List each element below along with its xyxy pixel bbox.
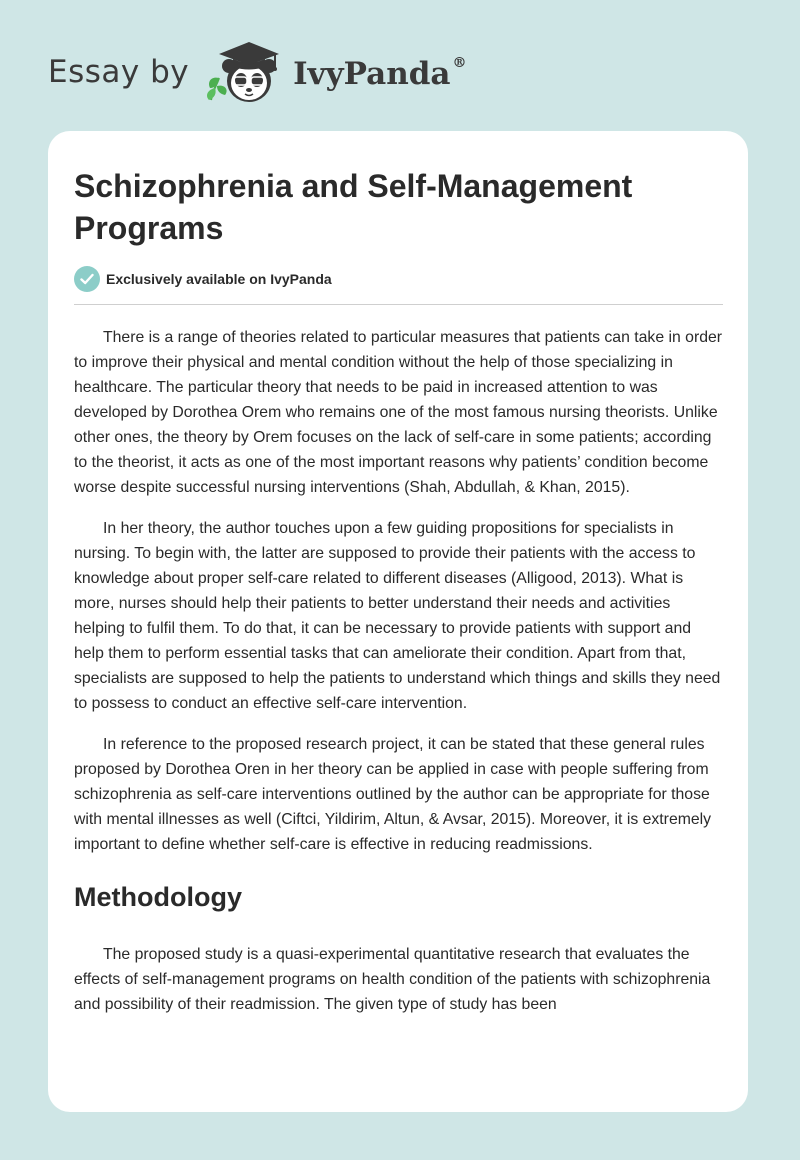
paragraph: The proposed study is a quasi-experimental quantitative research that evaluates the effects of self-management programs on health condition of the patients with schizophrenia and possibility of their readmission. The given type of study has been [74, 946, 711, 1013]
paragraph: In her theory, the author touches upon a few guiding propositions for specialists in nursing. To begin with, the latter are supposed to provide their patients with the access to knowledge about proper self-care related to different diseases (Alligood, 2013). What is more, nurses should help their patients to better understand their needs and activities helping to fulfil them. To do that, it can be necessary to provide patients with support and help them to perform essential tasks that can ameliorate their condition. Apart from that, specialists are supposed to help the patients to understand which things and skills they need to possess to conduct an effective self-care intervention. [74, 520, 721, 712]
exclusive-badge [74, 265, 724, 293]
divider [74, 304, 723, 305]
article-title: Schizophrenia and Self-Management Programs [74, 168, 633, 246]
check-circle-icon [74, 266, 100, 292]
exclusive-label: Exclusively available on IvyPanda [106, 271, 332, 287]
brand-name[interactable]: IvyPanda ® [293, 54, 467, 92]
essay-by-label: Essay by [48, 54, 190, 90]
paragraph: There is a range of theories related to particular measures that patients can take in order to improve their physical and mental condition without the help of those specializing in healthcare. The particular theory that needs to be paid in increased attention to was developed by Dorothea Orem who remains one of the most famous nursing theorists. Unlike other ones, the theory by Orem focuses on the lack of self-care in some patients; according to the theorist, it acts as one of the most important reasons why patients’ condition become worse despite successful nursing interventions (Shah, Abdullah, & Khan, 2015). [74, 329, 723, 496]
section-heading-methodology: Methodology [74, 882, 242, 912]
registered-mark: ® [452, 54, 467, 71]
article-card [48, 131, 748, 1112]
panda-logo-icon[interactable] [201, 34, 287, 110]
article-content [74, 165, 724, 1017]
site-header [48, 34, 467, 110]
paragraph: In reference to the proposed research project, it can be stated that these general rules proposed by Dorothea Oren in her theory can be applied in case with people suffering from schizophrenia as self-care interventions outlined by the author can be appropriate for those with mental illnesses as well (Ciftci, Yildirim, Altun, & Avsar, 2015). Moreover, it is extremely important to define whether self-care is effective in reducing readmissions. [74, 736, 712, 853]
